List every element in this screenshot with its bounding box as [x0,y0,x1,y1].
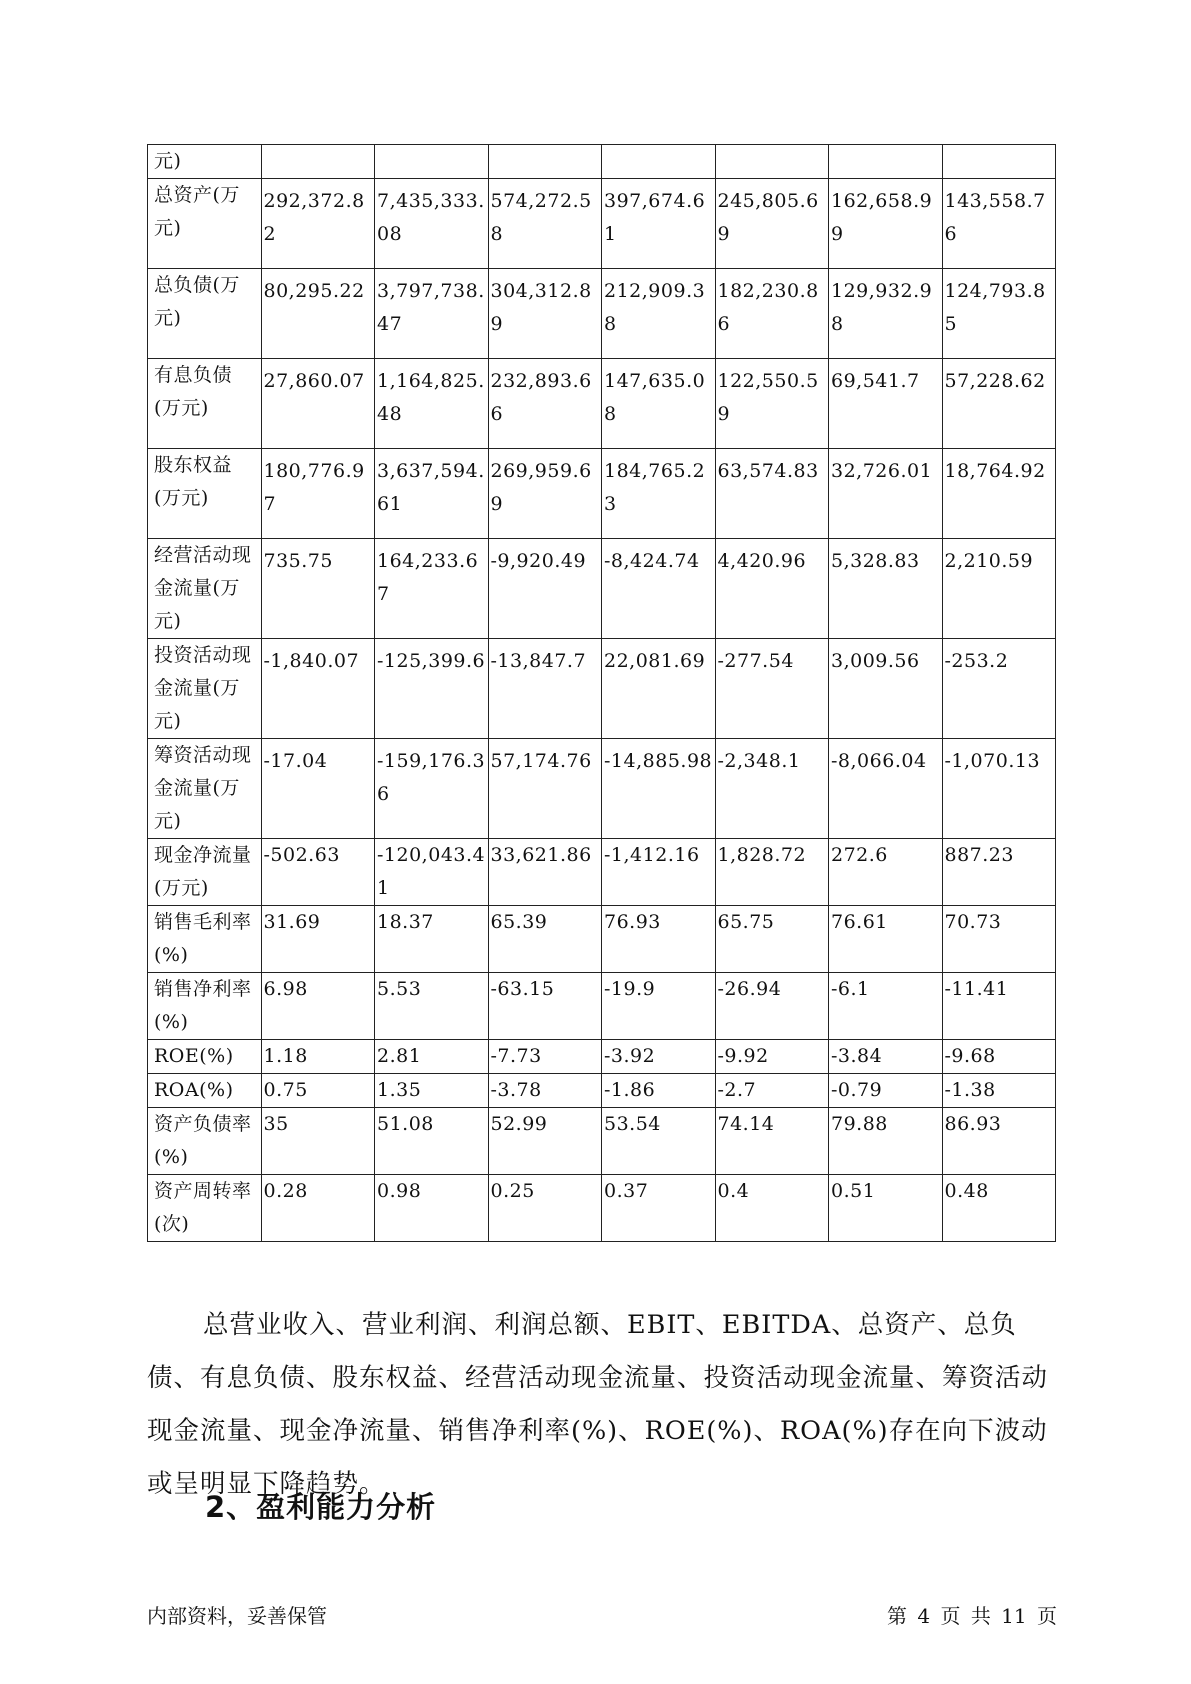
table-row [148,449,1056,539]
table-cell: 0.98 [375,1175,489,1242]
table-cell: -120,043.41 [375,839,489,906]
table-cell: 574,272.58 [488,179,602,269]
table-cell: -1.86 [602,1074,716,1108]
table-row [148,739,1056,839]
row-label: 资产周转率(次) [148,1175,262,1242]
table-cell: 69,541.7 [829,359,943,449]
table-body [148,145,1056,1242]
row-label: 有息负债(万元) [148,359,262,449]
table-cell: 35 [261,1108,375,1175]
table-cell: 129,932.98 [829,269,943,359]
table-row [148,1175,1056,1242]
table-row [148,1074,1056,1108]
table-cell [715,145,829,179]
table-cell: 51.08 [375,1108,489,1175]
table-cell: -63.15 [488,973,602,1040]
table-cell [488,145,602,179]
table-cell: -11.41 [942,973,1056,1040]
row-label: 总负债(万元) [148,269,262,359]
table-cell: 22,081.69 [602,639,716,739]
table-cell: 0.28 [261,1175,375,1242]
table-cell: -7.73 [488,1040,602,1074]
table-cell: 212,909.38 [602,269,716,359]
table-cell: 65.75 [715,906,829,973]
table-cell: 2.81 [375,1040,489,1074]
table-row [148,179,1056,269]
table-cell: 124,793.85 [942,269,1056,359]
row-label: 元) [148,145,262,179]
table-cell: 397,674.61 [602,179,716,269]
table-cell: 182,230.86 [715,269,829,359]
table-cell: -1.38 [942,1074,1056,1108]
table-cell: 70.73 [942,906,1056,973]
table-cell: 245,805.69 [715,179,829,269]
table-cell: -1,840.07 [261,639,375,739]
table-cell: 76.61 [829,906,943,973]
table-cell: -3.78 [488,1074,602,1108]
table-cell [829,145,943,179]
table-row [148,639,1056,739]
table-cell: 887.23 [942,839,1056,906]
table-cell: 57,174.76 [488,739,602,839]
table-cell: -2,348.1 [715,739,829,839]
table-cell: -253.2 [942,639,1056,739]
table-cell: 52.99 [488,1108,602,1175]
row-label: 现金净流量(万元) [148,839,262,906]
table-cell: -8,424.74 [602,539,716,639]
table-cell: 18.37 [375,906,489,973]
table-cell [942,145,1056,179]
table-cell [261,145,375,179]
table-cell: -14,885.98 [602,739,716,839]
table-cell: 6.98 [261,973,375,1040]
table-cell [375,145,489,179]
table-cell: -502.63 [261,839,375,906]
table-cell: -1,070.13 [942,739,1056,839]
table-cell: -1,412.16 [602,839,716,906]
table-cell: 122,550.59 [715,359,829,449]
table-cell: -0.79 [829,1074,943,1108]
table-cell: 27,860.07 [261,359,375,449]
table-cell: 31.69 [261,906,375,973]
table-cell: -9.68 [942,1040,1056,1074]
table-cell: -9.92 [715,1040,829,1074]
footer-page-number: 第 4 页 共 11 页 [887,1604,1057,1628]
table-cell: -159,176.36 [375,739,489,839]
table-row [148,1040,1056,1074]
table-cell: 1.18 [261,1040,375,1074]
table-cell: 32,726.01 [829,449,943,539]
table-cell: 164,233.67 [375,539,489,639]
table-cell: 269,959.69 [488,449,602,539]
table-cell: 180,776.97 [261,449,375,539]
table-row [148,359,1056,449]
table-cell [602,145,716,179]
table-cell: -3.84 [829,1040,943,1074]
row-label: 销售毛利率(%) [148,906,262,973]
table-cell: 86.93 [942,1108,1056,1175]
table-cell: 162,658.99 [829,179,943,269]
table-cell: 0.4 [715,1175,829,1242]
table-cell: -3.92 [602,1040,716,1074]
table-cell: 272.6 [829,839,943,906]
table-cell: -277.54 [715,639,829,739]
table-cell: -17.04 [261,739,375,839]
row-label: ROA(%) [148,1074,262,1108]
row-label: 总资产(万元) [148,179,262,269]
footer-confidential-note: 内部资料，妥善保管 [147,1604,327,1628]
table-cell: 79.88 [829,1108,943,1175]
table-cell: 63,574.83 [715,449,829,539]
table-cell: 1,828.72 [715,839,829,906]
table-cell: -26.94 [715,973,829,1040]
row-label: 资产负债率(%) [148,1108,262,1175]
table-cell: 33,621.86 [488,839,602,906]
table-cell: 0.25 [488,1175,602,1242]
section-heading: 2、盈利能力分析 [205,1490,437,1524]
table-cell: 292,372.82 [261,179,375,269]
row-label: 股东权益(万元) [148,449,262,539]
table-cell: 18,764.92 [942,449,1056,539]
table-cell: 1.35 [375,1074,489,1108]
table-cell: 232,893.66 [488,359,602,449]
table-cell: -19.9 [602,973,716,1040]
table-cell: 5,328.83 [829,539,943,639]
row-label: 投资活动现金流量(万元) [148,639,262,739]
table-row [148,145,1056,179]
table-cell: -9,920.49 [488,539,602,639]
table-cell: 1,164,825.48 [375,359,489,449]
table-cell: 3,797,738.47 [375,269,489,359]
table-cell: 304,312.89 [488,269,602,359]
table-cell: -13,847.7 [488,639,602,739]
table-cell: -6.1 [829,973,943,1040]
table-cell: 7,435,333.08 [375,179,489,269]
row-label: 销售净利率(%) [148,973,262,1040]
table-cell: 5.53 [375,973,489,1040]
table-cell: 184,765.23 [602,449,716,539]
table-cell: 143,558.76 [942,179,1056,269]
table-row [148,906,1056,973]
table-cell: -125,399.6 [375,639,489,739]
table-cell: 74.14 [715,1108,829,1175]
table-cell: -8,066.04 [829,739,943,839]
table-cell: 3,009.56 [829,639,943,739]
table-row [148,1108,1056,1175]
table-cell: 0.48 [942,1175,1056,1242]
analysis-paragraph: 总营业收入、营业利润、利润总额、EBIT、EBITDA、总资产、总负债、有息负债、股东权益、经营活动现金流量、投资活动现金流量、筹资活动现金流量、现金净流量、销售净利率(%)、ROE(%)、ROA(%)存在向下波动或呈明显下降趋势。 [147,1310,1049,1499]
table-row [148,973,1056,1040]
row-label: 经营活动现金流量(万元) [148,539,262,639]
table-cell: 735.75 [261,539,375,639]
table-cell: 0.37 [602,1175,716,1242]
row-label: 筹资活动现金流量(万元) [148,739,262,839]
table-cell: 2,210.59 [942,539,1056,639]
table-cell: 0.75 [261,1074,375,1108]
table-cell: 3,637,594.61 [375,449,489,539]
table-cell: 0.51 [829,1175,943,1242]
table-cell: 76.93 [602,906,716,973]
row-label: ROE(%) [148,1040,262,1074]
table-row [148,539,1056,639]
table-cell: 53.54 [602,1108,716,1175]
table-row [148,269,1056,359]
financial-indicators-table [147,144,1056,1242]
table-row [148,839,1056,906]
table-cell: 57,228.62 [942,359,1056,449]
table-cell: 80,295.22 [261,269,375,359]
table-cell: 65.39 [488,906,602,973]
table-cell: -2.7 [715,1074,829,1108]
table-cell: 147,635.08 [602,359,716,449]
table-cell: 4,420.96 [715,539,829,639]
